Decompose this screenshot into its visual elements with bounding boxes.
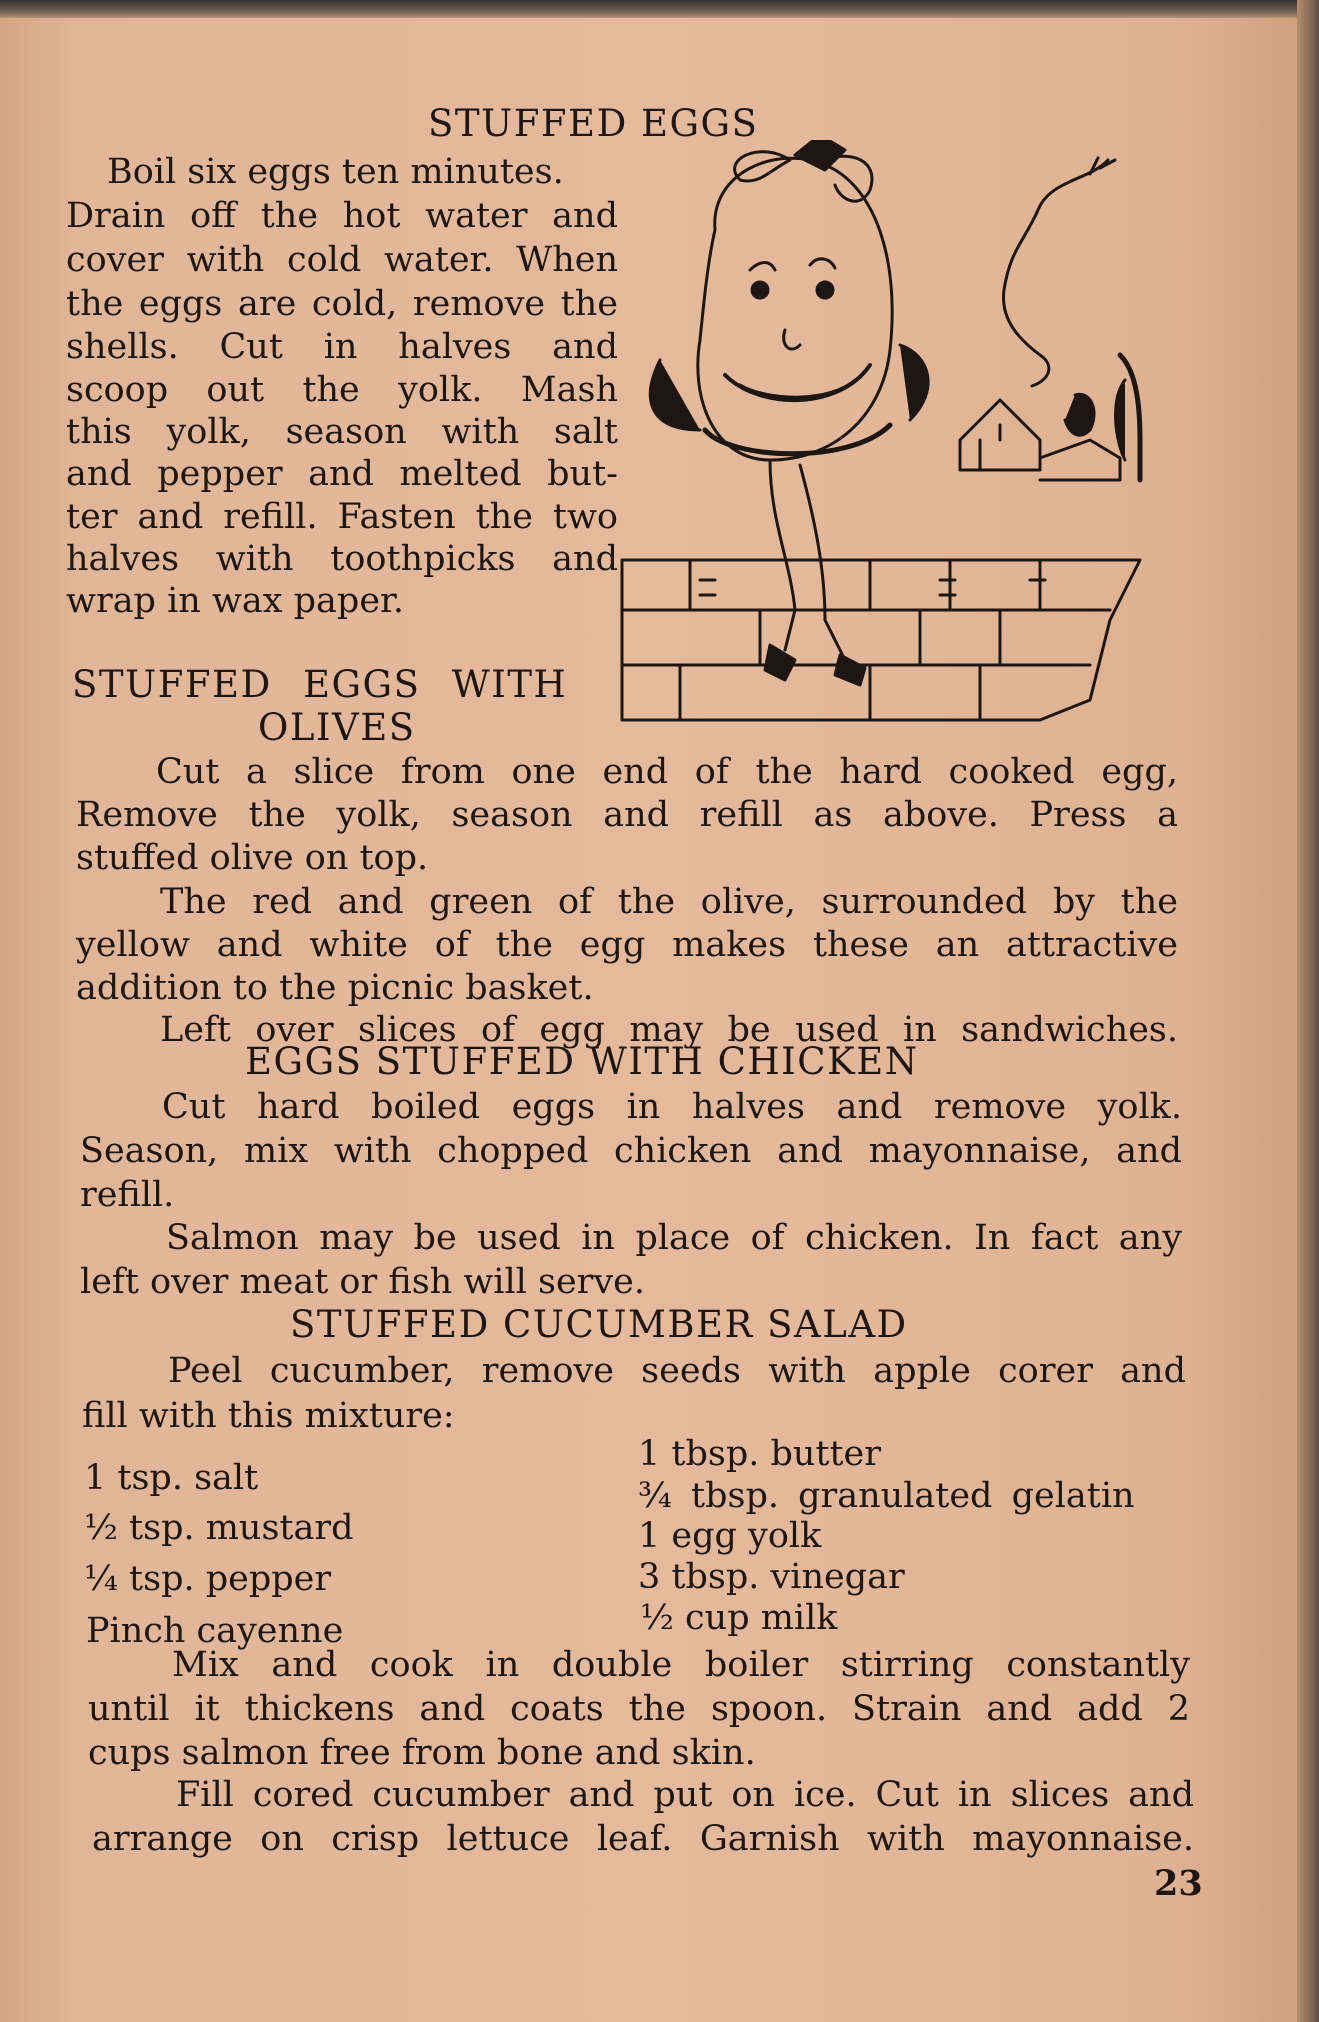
text-line: The red and green of the olive, surrounded by the xyxy=(160,882,1178,922)
ingredient-item: ½ tsp. mustard xyxy=(84,1508,354,1548)
text-line: Remove the yolk, season and refill as above. Press a xyxy=(76,795,1178,835)
text-line: addition to the picnic basket. xyxy=(76,968,594,1008)
text-line: Boil six eggs ten minutes. xyxy=(107,152,564,192)
text-line: Cut hard boiled eggs in halves and remove yolk. xyxy=(162,1087,1182,1127)
text-line: and pepper and melted but- xyxy=(66,454,618,494)
ingredient-item: ¼ tsp. pepper xyxy=(84,1559,332,1599)
page-number: 23 xyxy=(1154,1863,1203,1904)
text-line: Salmon may be used in place of chicken. In fact any xyxy=(166,1218,1182,1258)
text-line: Peel cucumber, remove seeds with apple corer and xyxy=(168,1351,1186,1391)
text-line: left over meat or fish will serve. xyxy=(80,1262,646,1302)
text-line: halves with toothpicks and xyxy=(66,539,618,579)
text-line: until it thickens and coats the spoon. Strain and add 2 xyxy=(88,1689,1190,1729)
text-line: arrange on crisp lettuce leaf. Garnish with mayonnaise. xyxy=(92,1819,1194,1859)
text-line: stuffed olive on top. xyxy=(76,838,429,878)
text-line: Cut a slice from one end of the hard cooked egg, xyxy=(156,752,1178,792)
ingredient-item: ¾ tbsp. granulated gelatin xyxy=(638,1476,1135,1516)
text-line: this yolk, season with salt xyxy=(66,412,618,452)
text-line: Drain off the hot water and xyxy=(66,196,618,236)
recipe-title-stuffed-eggs-olives-2: OLIVES xyxy=(258,706,416,749)
text-line: the eggs are cold, remove the xyxy=(66,284,618,324)
text-line: scoop out the yolk. Mash xyxy=(66,370,618,410)
text-line: Left over slices of egg may be used in sandwiches. xyxy=(160,1010,1178,1050)
text-line: shells. Cut in halves and xyxy=(66,327,618,367)
text-line: Season, mix with chopped chicken and mayonnaise, and xyxy=(80,1131,1182,1171)
recipe-title-stuffed-eggs-olives: STUFFED EGGS WITH xyxy=(72,663,568,706)
ingredient-item: Pinch cayenne xyxy=(86,1611,344,1651)
text-line: Fill cored cucumber and put on ice. Cut in slices and xyxy=(176,1775,1194,1815)
page-top-shadow xyxy=(0,0,1319,18)
text-line: fill with this mixture: xyxy=(82,1396,455,1436)
text-line: yellow and white of the egg makes these an attractive xyxy=(76,925,1178,965)
recipe-title-stuffed-eggs: STUFFED EGGS xyxy=(428,102,759,145)
text-line: cover with cold water. When xyxy=(66,240,618,280)
text-line: ter and refill. Fasten the two xyxy=(66,497,618,537)
text-line: refill. xyxy=(80,1175,175,1215)
ingredient-item: ½ cup milk xyxy=(640,1598,838,1638)
ingredient-item: 1 tsp. salt xyxy=(84,1458,259,1498)
ingredient-item: 1 egg yolk xyxy=(638,1516,822,1556)
ingredient-item: 1 tbsp. butter xyxy=(638,1434,882,1474)
page-edge-shadow xyxy=(1297,0,1319,2022)
text-line: cups salmon free from bone and skin. xyxy=(88,1733,756,1773)
text-line: Mix and cook in double boiler stirring constantly xyxy=(172,1645,1190,1685)
text-line: wrap in wax paper. xyxy=(66,581,405,621)
recipe-title-eggs-chicken: EGGS STUFFED WITH CHICKEN xyxy=(245,1040,919,1083)
ingredient-item: 3 tbsp. vinegar xyxy=(638,1557,905,1597)
humpty-dumpty-illustration xyxy=(620,140,1165,730)
recipe-title-cucumber-salad: STUFFED CUCUMBER SALAD xyxy=(290,1303,908,1346)
